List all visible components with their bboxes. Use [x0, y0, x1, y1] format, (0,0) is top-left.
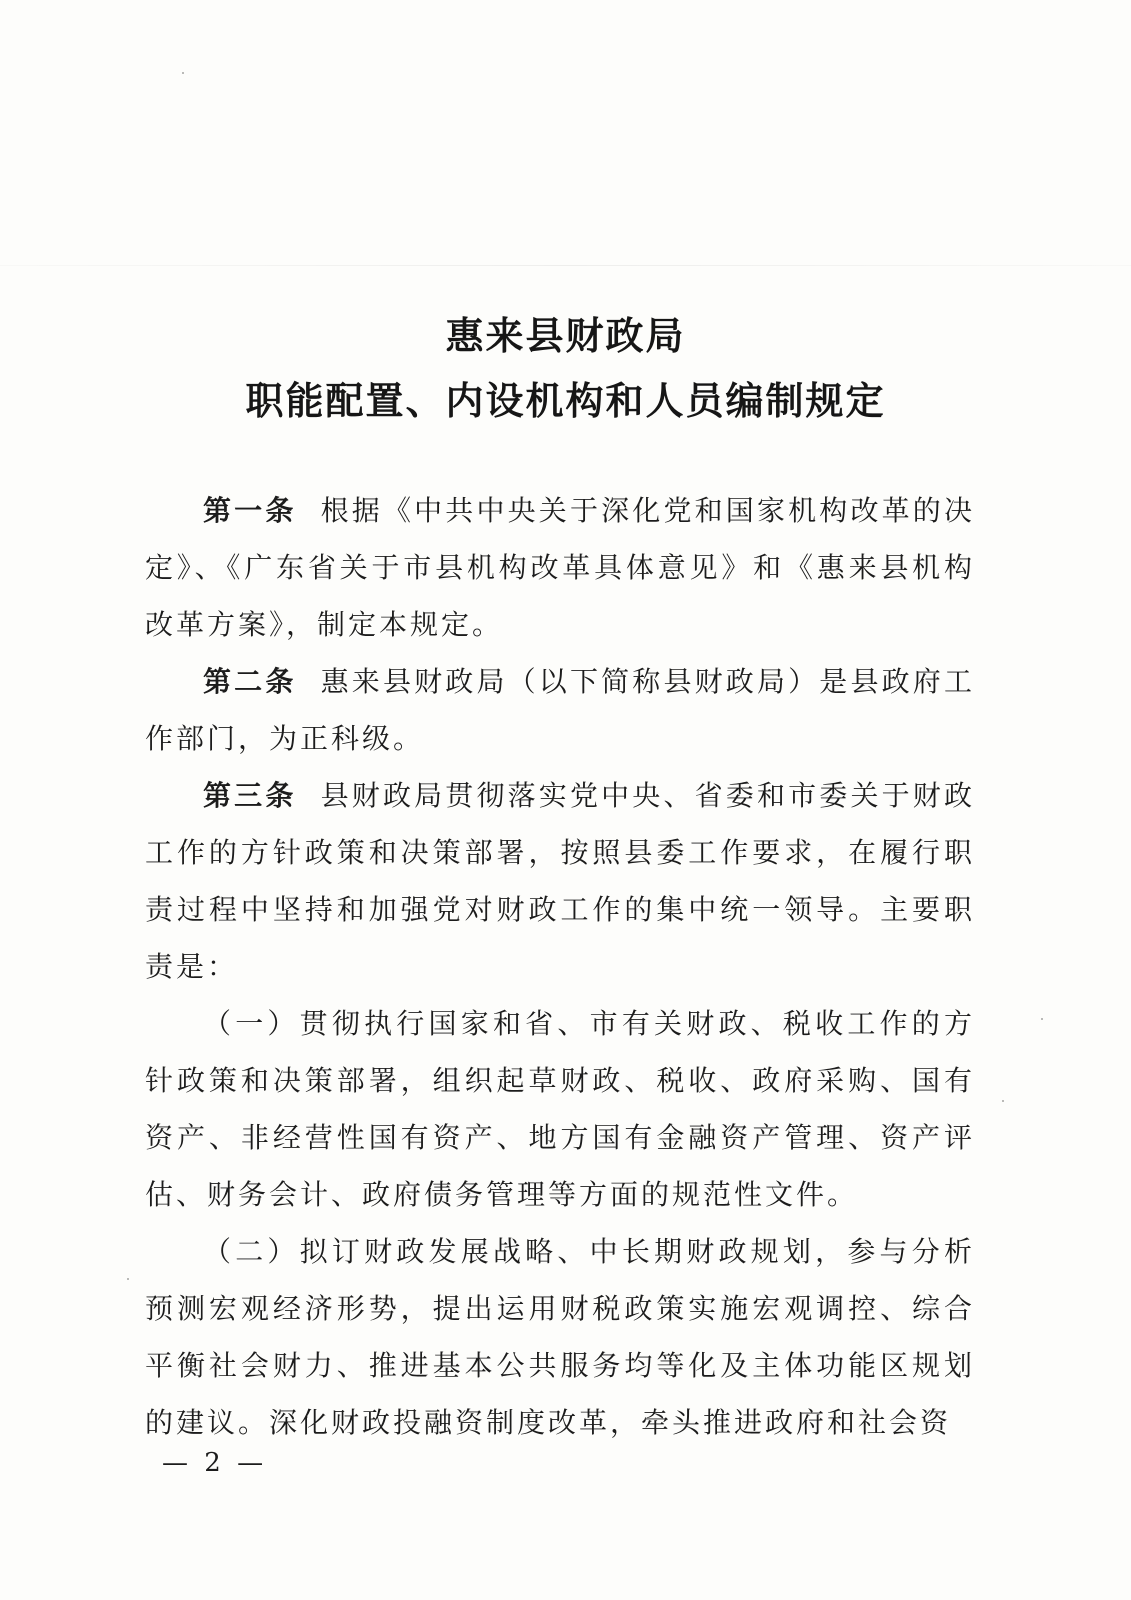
duty-text: （二）拟订财政发展战略、中长期财政规划，参与分析预测宏观经济形势，提出运用财税政策实施宏观调控、综合平衡社会财力、推进基本公共服务均等化及主体功能区规划的建议。深化财政投融资制度改革，牵头推进政府和社会资 — [145, 1235, 975, 1439]
article-3 — [145, 767, 975, 995]
article-text: 根据《中共中央关于深化党和国家机构改革的决定》、《广东省关于市县机构改革具体意见》和《惠来县机构改革方案》，制定本规定。 — [145, 494, 975, 641]
article-label: 第三条 — [203, 779, 297, 812]
duty-item-1 — [145, 995, 975, 1223]
scan-speck — [127, 1278, 129, 1280]
document-subtitle: 职能配置、内设机构和人员编制规定 — [245, 379, 886, 423]
document-title: 惠来县财政局 — [445, 314, 686, 358]
scan-speck — [1041, 1018, 1043, 1020]
document-body — [145, 482, 975, 1451]
page-number: — 2 — — [162, 1448, 268, 1478]
article-text: 县财政局贯彻落实党中央、省委和市委关于财政工作的方针政策和决策部署，按照县委工作要求，在履行职责过程中坚持和加强党对财政工作的集中统一领导。主要职责是： — [145, 779, 975, 983]
duty-item-2 — [145, 1223, 975, 1451]
scan-speck — [182, 72, 184, 74]
scan-fold-line — [0, 265, 1131, 266]
article-1 — [145, 482, 975, 653]
article-label: 第二条 — [203, 665, 297, 698]
article-text: 惠来县财政局（以下简称县财政局）是县政府工作部门，为正科级。 — [145, 665, 975, 755]
article-label: 第一条 — [203, 494, 297, 527]
article-2 — [145, 653, 975, 767]
scan-speck — [1002, 1100, 1004, 1102]
duty-text: （一）贯彻执行国家和省、市有关财政、税收工作的方针政策和决策部署，组织起草财政、税收、政府采购、国有资产、非经营性国有资产、地方国有金融资产管理、资产评估、财务会计、政府债务管理等方面的规范性文件。 — [145, 1007, 975, 1211]
